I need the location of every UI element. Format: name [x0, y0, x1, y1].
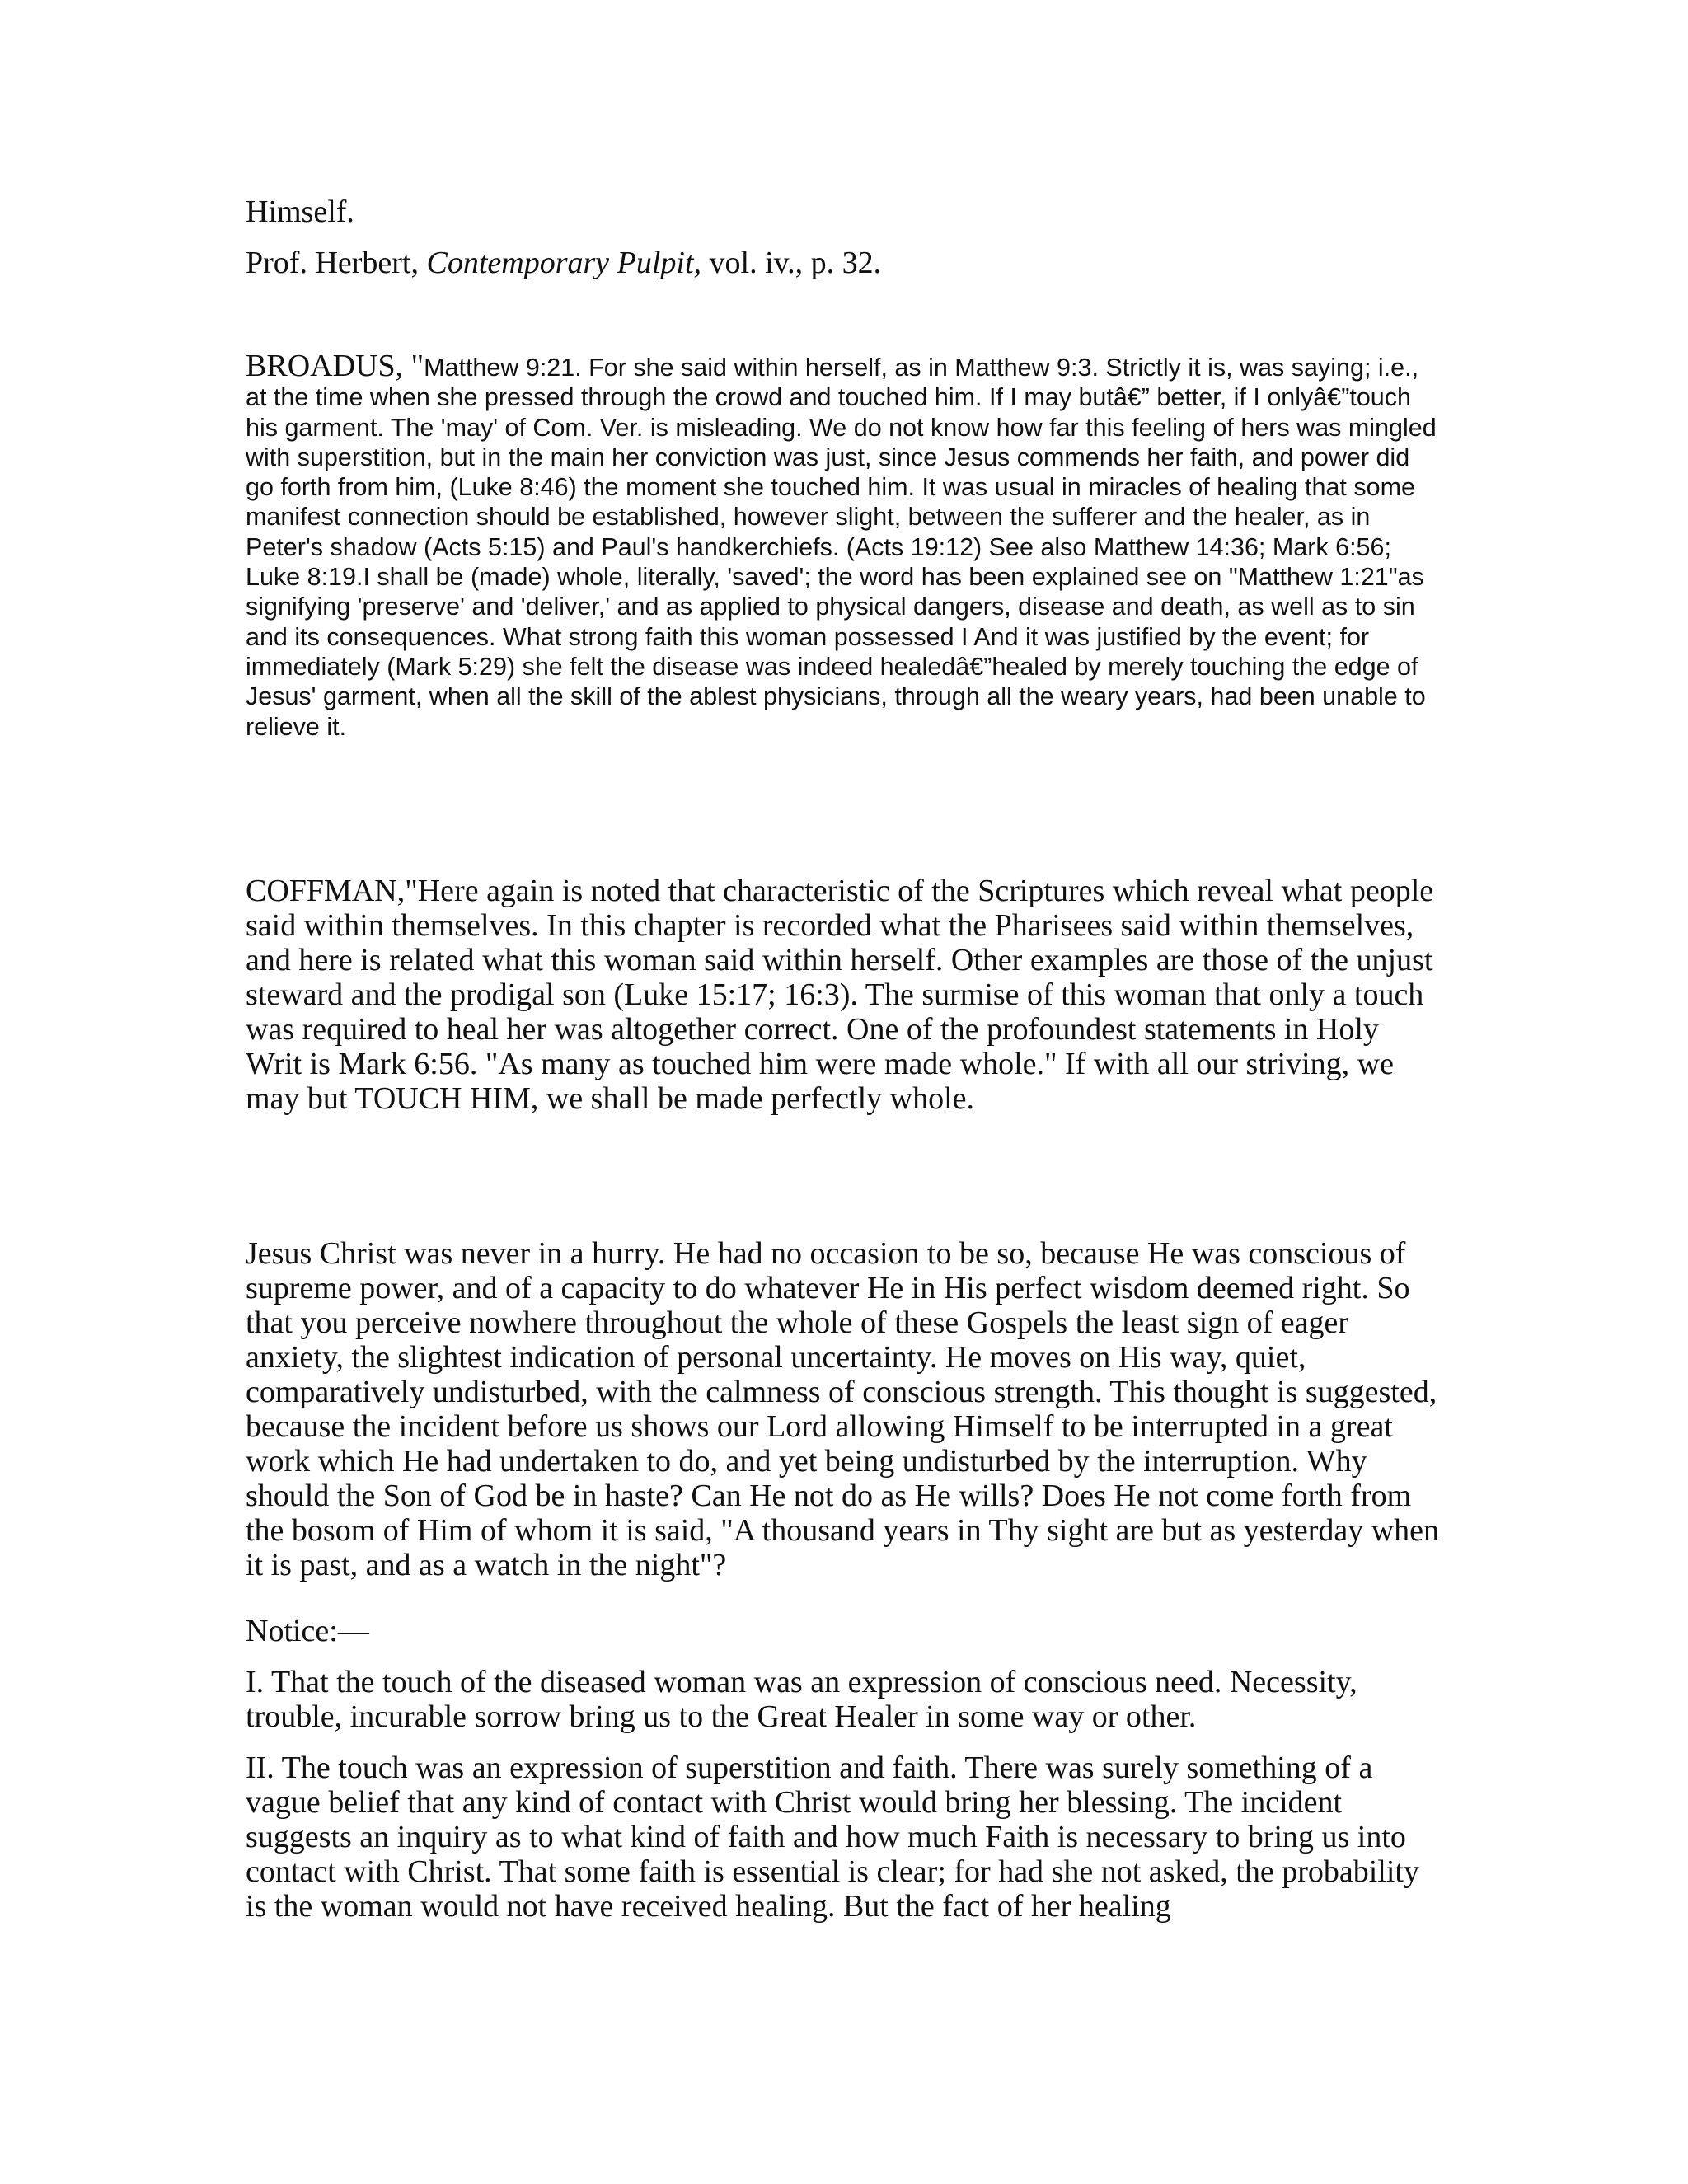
- citation-rest: vol. iv., p. 32.: [701, 246, 882, 280]
- citation-line: [246, 246, 1441, 280]
- jesus-paragraph: Jesus Christ was never in a hurry. He had no occasion to be so, because He was conscious of supreme power, and of a capacity to do whatever He in His perfect wisdom deemed right. So that you perceive nowhere throughout the whole of these Gospels the least sign of eager anxiety, the slightest indication of personal uncertainty. He moves on His way, quiet, comparatively undisturbed, with the calmness of conscious strength. This thought is suggested, because the incident before us shows our Lord allowing Himself to be interrupted in a great work which He had undertaken to do, and yet being undisturbed by the interruption. Why should the Son of God be in haste? Can He not do as He wills? Does He not come forth from the bosom of Him of whom it is said, "A thousand years in Thy sight are but as yesterday when it is past, and as a watch in the night"?: [246, 1236, 1440, 1582]
- citation-author: Prof. Herbert,: [246, 246, 427, 280]
- closing-word: Himself.: [246, 194, 354, 229]
- point-two: II. The touch was an expression of superstition and faith. There was surely something of a vague belief that any kind of contact with Christ would bring her blessing. The incident suggests an inquiry as to what kind of faith and how much Faith is necessary to bring us into contact with Christ. That some faith is essential is clear; for had she not asked, the probability is the woman would not have received healing. But the fact of her healing: [246, 1750, 1419, 1924]
- notice-heading: Notice:—: [246, 1614, 369, 1648]
- point-one: I. That the touch of the diseased woman was an expression of conscious need. Necessity, trouble, incurable sorrow bring us to the Great Healer in some way or other.: [246, 1665, 1357, 1734]
- broadus-commentary: [246, 351, 1441, 742]
- citation-work: Contemporary Pulpit,: [426, 246, 702, 280]
- broadus-lead: BROADUS, ": [246, 349, 424, 383]
- broadus-text: Matthew 9:21. For she said within herself, as in Matthew 9:3. Strictly it is, was saying; i.e., at the time when she pressed through the crowd and touched him. If I may butâ€” better, if I onlyâ€”touch his garment. The 'may' of Com. Ver. is misleading. We do not know how far this feeling of hers was mingled with superstition, but in the main her conviction was just, since Jesus commends her faith, and power did go forth from him, (Luke 8:46) the moment she touched him. It was usual in miracles of healing that some manifest connection should be established, however slight, between the sufferer and the healer, as in Peter's shadow (Acts 5:15) and Paul's handkerchiefs. (Acts 19:12) See also Matthew 14:36; Mark 6:56; Luke 8:19.I shall be (made) whole, literally, 'saved'; the word has been explained see on "Matthew 1:21"as signifying 'preserve' and 'deliver,' and as applied to physical dangers, disease and death, as well as to sin and its consequences. What strong faith this woman possessed I And it was justified by the event; for immediately (Mark 5:29) she felt the disease was indeed healedâ€”healed by merely touching the edge of Jesus' garment, when all the skill of the ablest physicians, through all the weary years, had been unable to relieve it.: [246, 354, 1437, 741]
- coffman-commentary: COFFMAN,"Here again is noted that characteristic of the Scriptures which reveal what people said within themselves. In this chapter is recorded what the Pharisees said within themselves, and here is related what this woman said within herself. Other examples are those of the unjust steward and the prodigal son (Luke 15:17; 16:3). The surmise of this woman that only a touch was required to heal her was altogether correct. One of the profoundest statements in Holy Writ is Mark 6:56. "As many as touched him were made whole." If with all our striving, we may but TOUCH HIM, we shall be made perfectly whole.: [246, 874, 1434, 1116]
